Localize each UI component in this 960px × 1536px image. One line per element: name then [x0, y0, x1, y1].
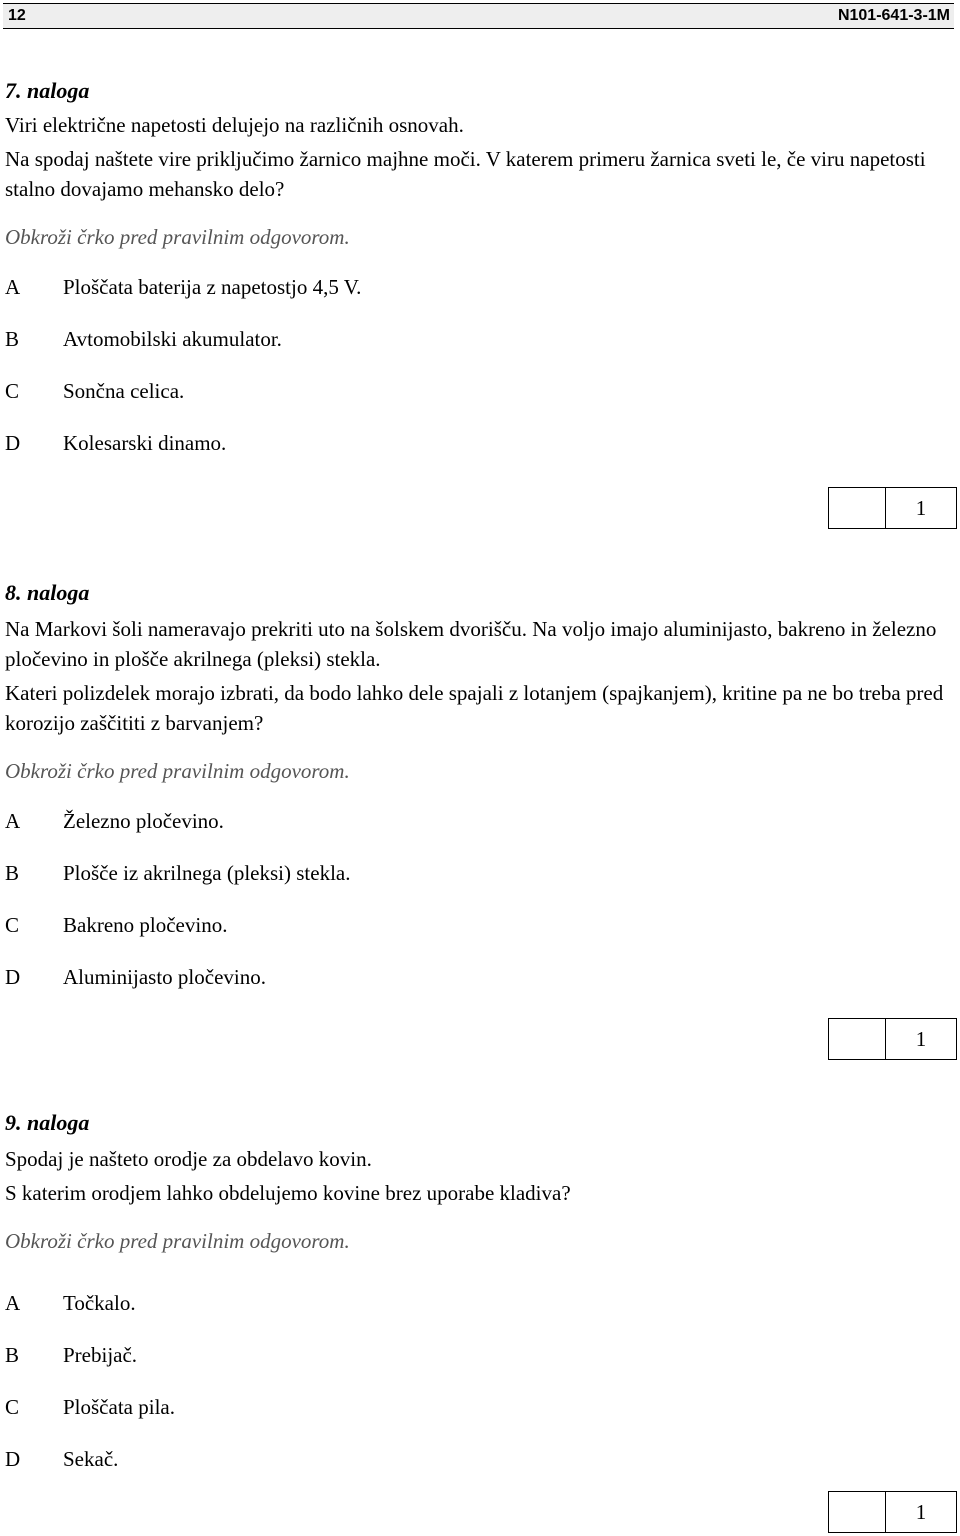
answer-option[interactable] [5, 1444, 948, 1496]
task-8 [5, 580, 948, 1014]
option-letter: B [5, 861, 20, 885]
task-9 [5, 1110, 948, 1496]
option-text: Točkalo. [63, 1291, 136, 1315]
option-text: Kolesarski dinamo. [63, 431, 227, 455]
answer-option[interactable] [5, 376, 948, 428]
answer-option[interactable] [5, 272, 948, 324]
option-text: Plošče iz akrilnega (pleksi) stekla. [63, 861, 351, 885]
task-instruction: Obkroži črko pred pravilnim odgovorom. [5, 225, 350, 249]
option-letter: C [5, 379, 20, 403]
task-paragraph: Viri električne napetosti delujejo na različnih osnovah. [5, 113, 464, 137]
option-letter: D [5, 1447, 21, 1471]
task-paragraph: S katerim orodjem lahko obdelujemo kovine brez uporabe kladiva? [5, 1181, 571, 1205]
option-letter: B [5, 1343, 20, 1367]
answer-option[interactable] [5, 1340, 948, 1392]
option-text: Železno pločevino. [63, 809, 224, 833]
task-paragraph: Kateri polizdelek morajo izbrati, da bodo lahko dele spajali z lotanjem (spajkanjem), kritine pa ne bo treba pred korozijo zaščititi z barvanjem? [5, 681, 944, 735]
answer-option[interactable] [5, 1392, 948, 1444]
task-title: 7. naloga [5, 78, 90, 103]
option-text: Sekač. [63, 1447, 119, 1471]
option-text: Ploščata baterija z napetostjo 4,5 V. [63, 275, 362, 299]
answer-option[interactable] [5, 324, 948, 376]
task-paragraph: Na Markovi šoli nameravajo prekriti uto na šolskem dvorišču. Na voljo imajo aluminijasto, bakreno in železno pločevino in plošče akrilnega (pleksi) stekla. [5, 617, 937, 671]
task-instruction: Obkroži črko pred pravilnim odgovorom. [5, 1229, 350, 1253]
score-box [828, 1491, 957, 1533]
task-paragraph: Spodaj je našteto orodje za obdelavo kovin. [5, 1147, 372, 1171]
option-letter: A [5, 809, 21, 833]
answer-option[interactable] [5, 428, 948, 480]
option-letter: C [5, 1395, 20, 1419]
option-letter: D [5, 965, 21, 989]
option-text: Sončna celica. [63, 379, 185, 403]
page-number: 12 [8, 7, 26, 24]
task-title: 8. naloga [5, 580, 90, 605]
task-7 [5, 78, 948, 480]
exam-code: N101-641-3-1M [837, 7, 950, 24]
score-box [828, 1018, 957, 1060]
option-letter: C [5, 913, 20, 937]
score-points: 1 [915, 496, 927, 520]
option-letter: A [5, 275, 21, 299]
option-text: Bakreno pločevino. [63, 913, 228, 937]
option-text: Aluminijasto pločevino. [63, 965, 266, 989]
score-box [828, 487, 957, 529]
page-header [3, 3, 954, 29]
score-empty-cell [829, 1019, 886, 1059]
answer-option[interactable] [5, 1288, 948, 1340]
answer-option[interactable] [5, 858, 948, 910]
option-text: Avtomobilski akumulator. [63, 327, 282, 351]
answer-option[interactable] [5, 910, 948, 962]
task-instruction: Obkroži črko pred pravilnim odgovorom. [5, 759, 350, 783]
option-letter: A [5, 1291, 21, 1315]
answer-option[interactable] [5, 806, 948, 858]
option-text: Ploščata pila. [63, 1395, 175, 1419]
score-empty-cell [829, 488, 886, 528]
score-points: 1 [915, 1500, 927, 1524]
option-letter: D [5, 431, 21, 455]
option-text: Prebijač. [63, 1343, 138, 1367]
task-paragraph: Na spodaj naštete vire priključimo žarnico majhne moči. V katerem primeru žarnica sveti le, če viru napetosti stalno dovajamo mehansko delo? [5, 147, 926, 201]
score-points: 1 [915, 1027, 927, 1051]
task-title: 9. naloga [5, 1110, 90, 1135]
option-letter: B [5, 327, 20, 351]
score-empty-cell [829, 1492, 886, 1532]
answer-option[interactable] [5, 962, 948, 1014]
